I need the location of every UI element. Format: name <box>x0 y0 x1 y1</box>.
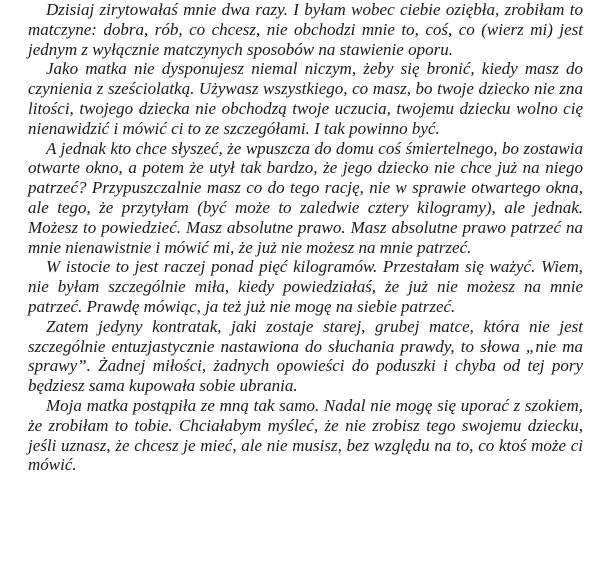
paragraph-4: W istocie to jest raczej ponad pięć kilogramów. Przestałam się ważyć. Wiem, nie byłam szczególnie miła, kiedy powiedziałaś, że już nie możesz na mnie patrzeć. Prawdę mówiąc, ja też już nie mogę na siebie patrzeć. <box>28 257 583 316</box>
paragraph-6: Moja matka postąpiła ze mną tak samo. Nadal nie mogę się uporać z szokiem, że zrobiłam to tobie. Chciałabym myśleć, że nie zrobisz tego swojemu dziecku, jeśli uznasz, że chcesz je mieć, ale nie musisz, bez względu na to, co ktoś może ci mówić. <box>28 395 583 475</box>
paragraph-3: A jednak kto chce słyszeć, że wpuszcza do domu coś śmiertelnego, bo zostawia otwarte okno, a potem że utył tak bardzo, że jego dziecko nie chce już na niego patrzeć? Przypuszczalnie masz co do tego rację, nie w sprawie otwartego okna, ale tego, że przytyłam (być może to zaledwie cztery kilogramy), ale jednak. Możesz to powiedzieć. Masz absolutne prawo. Masz absolutne prawo patrzeć na mnie nienawistnie i mówić mi, że już nie możesz na mnie patrzeć. <box>28 138 583 257</box>
paragraph-2: Jako matka nie dysponujesz niemal niczym, żeby się bronić, kiedy masz do czynienia z sześciolatką. Używasz wszystkiego, co masz, bo twoje dziecko nie zna litości, twojego dziecka nie obchodzą twoje uczucia, twojemu dziecku wolno cię nienawidzić i mówić ci to ze szczegółami. I tak powinno być. <box>28 59 583 138</box>
paragraph-5: Zatem jedyny kontratak, jaki zostaje starej, grubej matce, która nie jest szczególnie entuzjastycznie nastawiona do słuchania prawdy, to słowa „nie ma sprawy”. Żadnej miłości, żadnych opowieści do poduszki i chyba od tej pory będziesz sama kupowała sobie ubrania. <box>28 316 583 396</box>
paragraph-1: Dzisiaj zirytowałaś mnie dwa razy. I byłam wobec ciebie oziębła, zrobiłam to matczyne: dobra, rób, co chcesz, nie obchodzi mnie to, coś, co (wierz mi) jest jednym z wyłącznie matczynych sposobów na stawienie oporu. <box>28 0 583 59</box>
